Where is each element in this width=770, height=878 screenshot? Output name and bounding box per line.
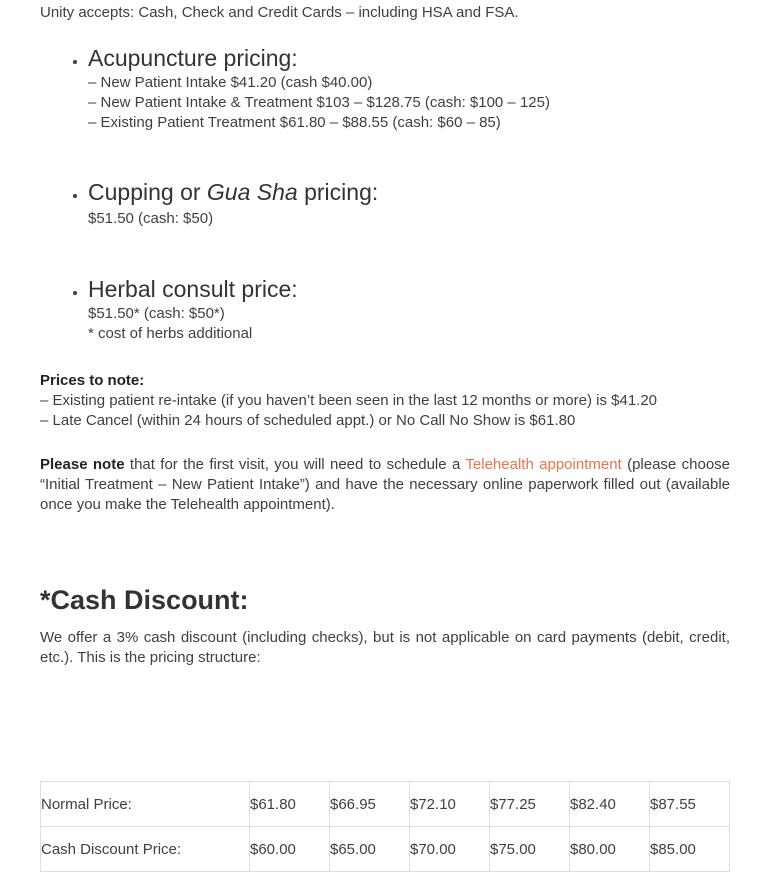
cash-discount-price-label: Cash Discount Price: [41,827,250,872]
acupuncture-line-2: – New Patient Intake & Treatment $103 – $128.75 (cash: $100 – 125) [88,94,550,111]
acupuncture-title: Acupuncture pricing: [88,45,298,71]
table-cell: $72.10 [410,782,490,827]
normal-price-label: Normal Price: [41,782,250,827]
price-table [40,781,730,872]
gua-sha-label: Gua Sha [206,179,298,205]
acupuncture-line-3: – Existing Patient Treatment $61.80 – $88.55 (cash: $60 – 85) [88,114,501,131]
please-note-label: Please note [40,456,125,473]
herbal-price: $51.50* (cash: $50*) [88,305,225,322]
cupping-price: $51.50 (cash: $50) [88,210,214,227]
table-cell: $61.80 [250,782,330,827]
herbal-title: Herbal consult price: [88,276,298,302]
table-cell: $70.00 [410,827,490,872]
cupping-item [88,177,730,229]
late-cancel-note: – Late Cancel (within 24 hours of scheduled appt.) or No Call No Show is $61.80 [40,412,576,429]
table-row [41,782,730,827]
herbal-item [88,274,730,344]
acupuncture-list [40,43,730,133]
herbal-list [40,274,730,344]
prices-to-note-heading: Prices to note: [40,372,145,389]
table-cell: $82.40 [570,782,650,827]
table-cell: $65.00 [330,827,410,872]
table-cell: $80.00 [570,827,650,872]
table-cell: $77.25 [490,782,570,827]
table-cell: $60.00 [250,827,330,872]
acupuncture-item [88,43,730,133]
payment-methods-text: Unity accepts: Cash, Check and Credit Cards – including HSA and FSA. [40,4,519,21]
table-row [41,827,730,872]
herbal-note: * cost of herbs additional [88,325,253,342]
cupping-list [40,177,730,229]
acupuncture-line-1: – New Patient Intake $41.20 (cash $40.00) [88,74,373,91]
table-cell: $75.00 [490,827,570,872]
reintake-note: – Existing patient re-intake (if you haven’t been seen in the last 12 months or more) is $41.20 [40,392,658,409]
table-cell: $87.55 [650,782,730,827]
telehealth-appointment-link[interactable]: Telehealth appointment [465,456,622,473]
table-cell: $85.00 [650,827,730,872]
cash-discount-title: *Cash Discount: [40,585,249,615]
please-note-paragraph: Please note that for the first visit, you will need to schedule a Telehealth appointment (please choose “Initial Treatment – New Patient Intake”) and have the necessary online paperwork filled out (available once you make the Telehealth appointment). [40,456,730,513]
table-cell: $66.95 [330,782,410,827]
prices-to-note [40,371,730,431]
cash-discount-text: We offer a 3% cash discount (including checks), but is not applicable on card payments (debit, credit, etc.). This is the pricing structure: [40,629,730,666]
cupping-title: Cupping or Gua Sha pricing: [88,179,379,205]
